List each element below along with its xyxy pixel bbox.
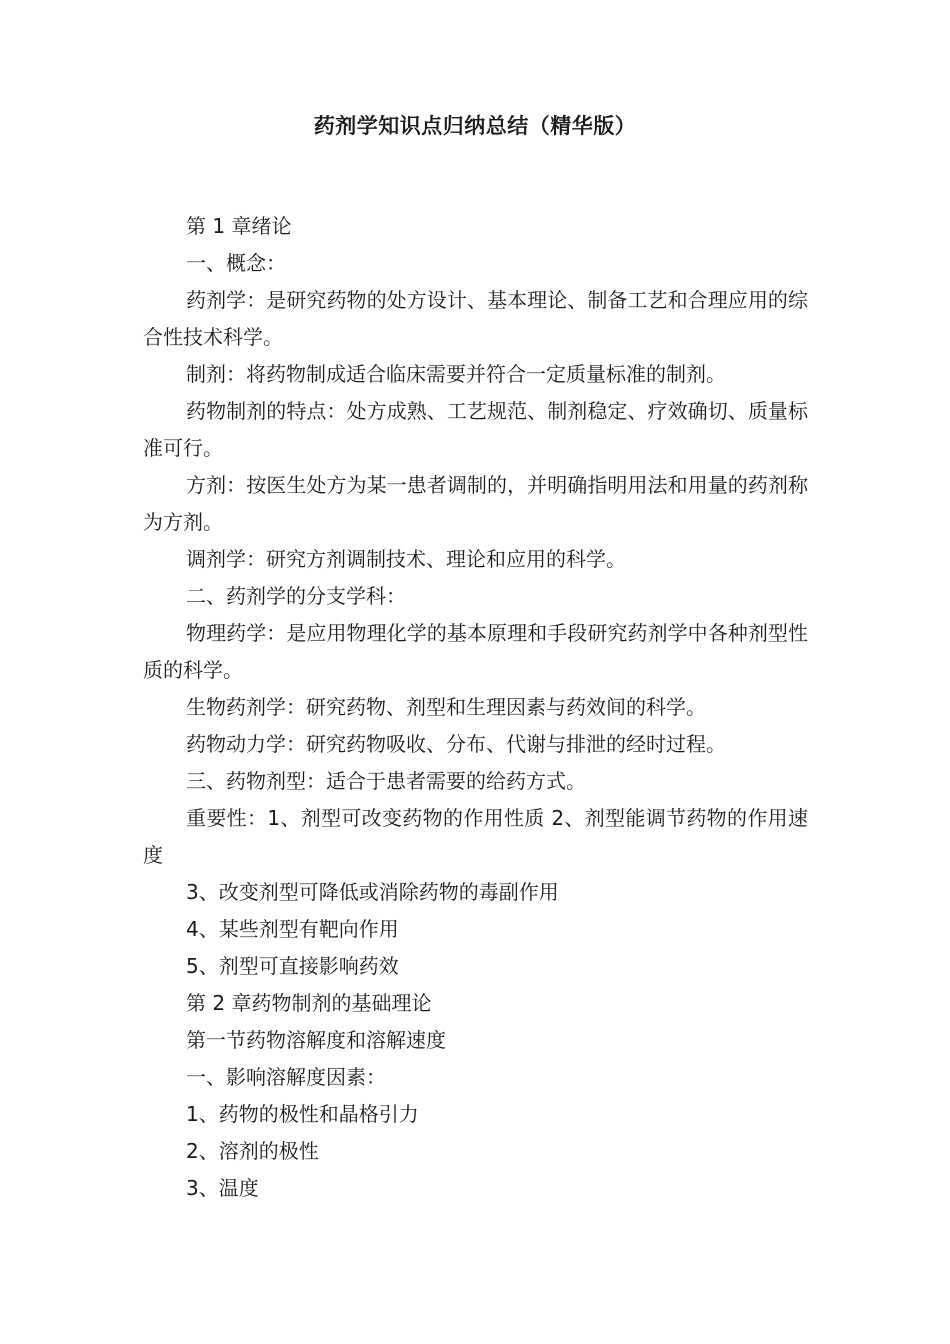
chapter-heading: 第 2 章药物制剂的基础理论 bbox=[186, 991, 432, 1015]
paragraph: 重要性：1、剂型可改变药物的作用性质 2、剂型能调节药物的作用速度 bbox=[143, 806, 808, 867]
paragraph: 物理药学：是应用物理化学的基本原理和手段研究药剂学中各种剂型性质的科学。 bbox=[143, 621, 808, 682]
paragraph: 方剂：按医生处方为某一患者调制的，并明确指明用法和用量的药剂称为方剂。 bbox=[143, 473, 808, 534]
list-item: 3、温度 bbox=[186, 1176, 259, 1200]
list-item: 3、改变剂型可降低或消除药物的毒副作用 bbox=[186, 880, 559, 904]
section-heading: 三、药物剂型：适合于患者需要的给药方式。 bbox=[186, 769, 586, 793]
paragraph: 制剂：将药物制成适合临床需要并符合一定质量标准的制剂。 bbox=[186, 362, 726, 386]
section-heading: 二、药剂学的分支学科： bbox=[186, 584, 406, 608]
subsection-heading: 第一节药物溶解度和溶解速度 bbox=[186, 1028, 446, 1052]
paragraph: 药剂学：是研究药物的处方设计、基本理论、制备工艺和合理应用的综合性技术科学。 bbox=[143, 288, 808, 349]
paragraph: 调剂学：研究方剂调制技术、理论和应用的科学。 bbox=[186, 547, 626, 571]
list-item: 2、溶剂的极性 bbox=[186, 1139, 319, 1163]
list-item: 1、药物的极性和晶格引力 bbox=[186, 1102, 419, 1126]
list-item: 4、某些剂型有靶向作用 bbox=[186, 917, 399, 941]
document-title: 药剂学知识点归纳总结（精华版） bbox=[313, 114, 637, 138]
list-item: 5、剂型可直接影响药效 bbox=[186, 954, 399, 978]
document-body bbox=[143, 208, 808, 1207]
chapter-heading: 第 1 章绪论 bbox=[186, 214, 292, 238]
paragraph: 药物动力学：研究药物吸收、分布、代谢与排泄的经时过程。 bbox=[186, 732, 726, 756]
section-heading: 一、概念： bbox=[186, 251, 286, 275]
section-heading: 一、影响溶解度因素： bbox=[186, 1065, 386, 1089]
paragraph: 药物制剂的特点：处方成熟、工艺规范、制剂稳定、疗效确切、质量标准可行。 bbox=[143, 399, 808, 460]
paragraph: 生物药剂学：研究药物、剂型和生理因素与药效间的科学。 bbox=[186, 695, 706, 719]
